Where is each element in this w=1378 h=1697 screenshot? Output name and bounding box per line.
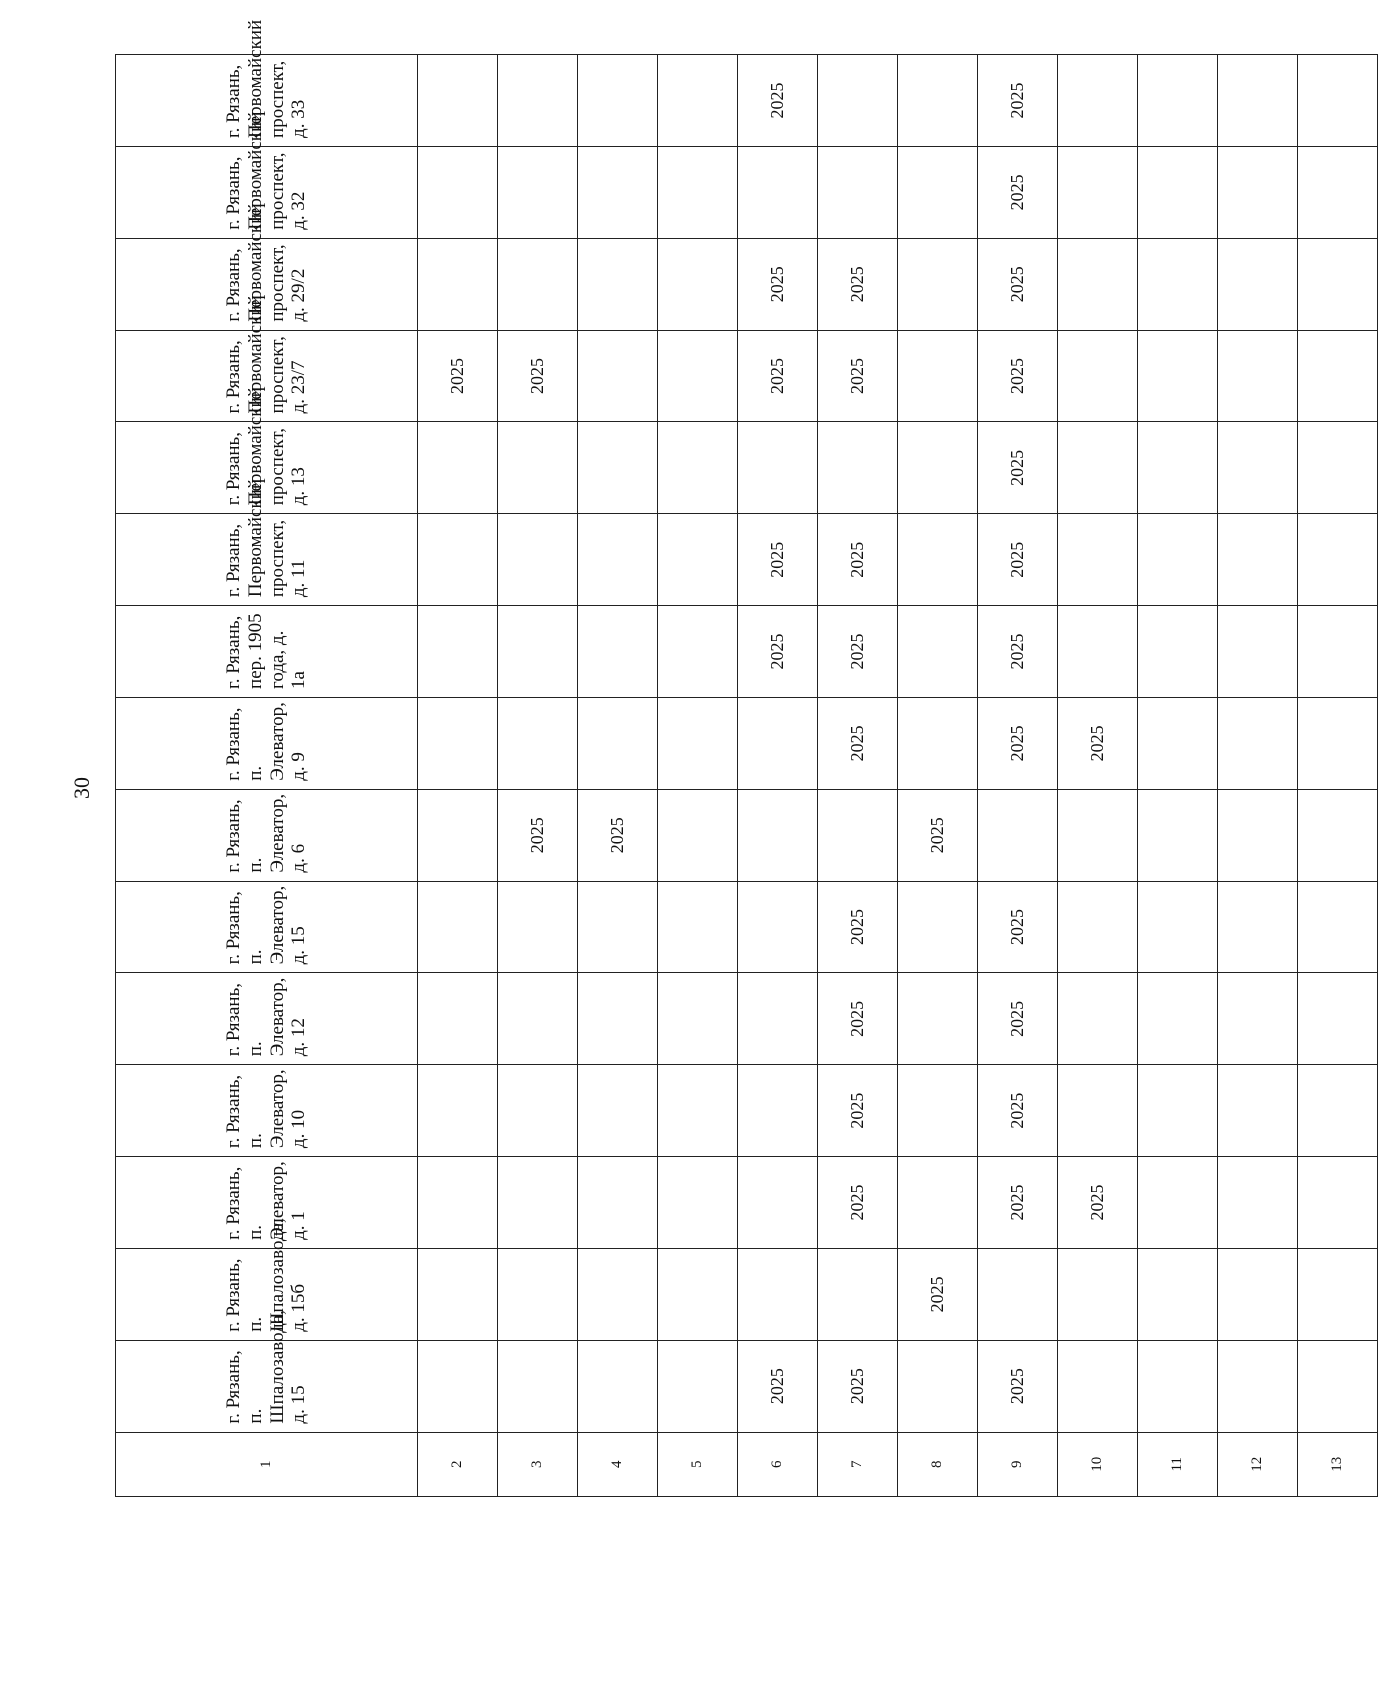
year-cell	[898, 1340, 978, 1432]
year-cell	[658, 1065, 738, 1157]
year-cell	[818, 789, 898, 881]
year-cell	[818, 422, 898, 514]
year-cell	[1138, 1065, 1218, 1157]
year-cell	[578, 422, 658, 514]
year-cell	[738, 146, 818, 238]
year-cell	[418, 1065, 498, 1157]
year-cell	[578, 1157, 658, 1249]
year-cell	[818, 146, 898, 238]
year-cell	[1058, 973, 1138, 1065]
year-cell	[1058, 881, 1138, 973]
year-cell	[1298, 697, 1378, 789]
year-cell	[1138, 238, 1218, 330]
year-cell	[898, 422, 978, 514]
column-header: 12	[1218, 1432, 1298, 1496]
year-cell	[738, 973, 818, 1065]
column-header: 5	[658, 1432, 738, 1496]
year-cell	[418, 1157, 498, 1249]
year-cell	[1218, 1248, 1298, 1340]
year-cell	[1298, 606, 1378, 698]
year-cell	[1138, 881, 1218, 973]
address-cell: г. Рязань, Первомайский проспект, д. 23/7	[116, 330, 418, 422]
year-cell	[1138, 422, 1218, 514]
column-header: 3	[498, 1432, 578, 1496]
year-cell	[1058, 1065, 1138, 1157]
year-cell	[1218, 330, 1298, 422]
year-cell	[658, 514, 738, 606]
year-cell	[658, 881, 738, 973]
address-cell: г. Рязань, п. Шпалозавода, д. 15	[116, 1340, 418, 1432]
table-row	[658, 55, 738, 1497]
address-cell: г. Рязань, пер. 1905 года, д. 1а	[116, 606, 418, 698]
year-cell	[498, 881, 578, 973]
year-cell: 2025	[978, 422, 1058, 514]
year-cell: 2025	[818, 1065, 898, 1157]
year-cell	[1058, 146, 1138, 238]
column-header: 4	[578, 1432, 658, 1496]
year-cell	[1298, 789, 1378, 881]
year-cell: 2025	[818, 238, 898, 330]
year-cell	[1138, 1157, 1218, 1249]
year-cell: 2025	[978, 146, 1058, 238]
year-cell	[658, 238, 738, 330]
schedule-table	[115, 19, 1378, 1497]
year-cell	[1218, 146, 1298, 238]
year-cell	[578, 697, 658, 789]
year-cell: 2025	[818, 697, 898, 789]
year-cell	[898, 238, 978, 330]
year-cell: 2025	[818, 973, 898, 1065]
year-cell	[498, 697, 578, 789]
year-cell	[498, 422, 578, 514]
year-cell	[498, 146, 578, 238]
year-cell	[1218, 55, 1298, 147]
year-cell: 2025	[738, 514, 818, 606]
year-cell	[578, 146, 658, 238]
year-cell	[898, 1157, 978, 1249]
year-cell	[978, 1248, 1058, 1340]
year-cell	[1218, 1340, 1298, 1432]
year-cell	[738, 881, 818, 973]
year-cell: 2025	[818, 330, 898, 422]
year-cell	[658, 789, 738, 881]
table-row	[1298, 55, 1378, 1497]
table-row	[116, 55, 418, 1497]
table-row	[898, 55, 978, 1497]
year-cell	[578, 514, 658, 606]
year-cell	[898, 881, 978, 973]
year-cell: 2025	[498, 330, 578, 422]
year-cell	[1138, 789, 1218, 881]
year-cell	[738, 1065, 818, 1157]
year-cell	[578, 881, 658, 973]
address-cell: г. Рязань, Первомайский проспект, д. 11	[116, 514, 418, 606]
year-cell	[498, 1248, 578, 1340]
year-cell	[1058, 789, 1138, 881]
year-cell	[1218, 1065, 1298, 1157]
year-cell	[418, 422, 498, 514]
year-cell	[498, 1157, 578, 1249]
year-cell	[1058, 514, 1138, 606]
address-cell: г. Рязань, Первомайский проспект, д. 33	[116, 55, 418, 147]
year-cell	[1138, 1340, 1218, 1432]
year-cell	[1138, 146, 1218, 238]
table-row	[1218, 55, 1298, 1497]
year-cell	[498, 973, 578, 1065]
table-row	[978, 55, 1058, 1497]
address-cell: г. Рязань, п. Элеватор, д. 1	[116, 1157, 418, 1249]
year-cell	[978, 789, 1058, 881]
year-cell	[1138, 514, 1218, 606]
column-header: 7	[818, 1432, 898, 1496]
year-cell	[578, 55, 658, 147]
year-cell: 2025	[978, 330, 1058, 422]
year-cell	[418, 973, 498, 1065]
year-cell	[1298, 881, 1378, 973]
year-cell	[578, 1340, 658, 1432]
table-row	[498, 55, 578, 1497]
year-cell: 2025	[818, 1340, 898, 1432]
year-cell	[1218, 238, 1298, 330]
year-cell	[658, 1157, 738, 1249]
year-cell	[898, 697, 978, 789]
year-cell	[1298, 146, 1378, 238]
year-cell: 2025	[898, 1248, 978, 1340]
year-cell: 2025	[978, 1065, 1058, 1157]
year-cell	[498, 1340, 578, 1432]
year-cell	[578, 1065, 658, 1157]
year-cell	[898, 1065, 978, 1157]
year-cell: 2025	[738, 606, 818, 698]
year-cell: 2025	[738, 238, 818, 330]
year-cell: 2025	[738, 1340, 818, 1432]
column-header: 10	[1058, 1432, 1138, 1496]
year-cell: 2025	[578, 789, 658, 881]
year-cell	[498, 55, 578, 147]
year-cell	[1138, 330, 1218, 422]
year-cell	[1058, 1340, 1138, 1432]
year-cell	[1298, 55, 1378, 147]
column-header: 13	[1298, 1432, 1378, 1496]
year-cell	[738, 1157, 818, 1249]
year-cell	[658, 330, 738, 422]
table-row	[418, 55, 498, 1497]
page-number: 30	[69, 777, 94, 799]
year-cell	[498, 238, 578, 330]
year-cell	[898, 330, 978, 422]
year-cell	[418, 697, 498, 789]
year-cell	[418, 1248, 498, 1340]
year-cell	[418, 881, 498, 973]
year-cell: 2025	[978, 1340, 1058, 1432]
year-cell	[658, 1248, 738, 1340]
year-cell	[1218, 789, 1298, 881]
year-cell: 2025	[978, 973, 1058, 1065]
year-cell: 2025	[818, 606, 898, 698]
year-cell	[418, 55, 498, 147]
year-cell: 2025	[978, 881, 1058, 973]
year-cell	[898, 973, 978, 1065]
year-cell	[578, 1248, 658, 1340]
year-cell	[1218, 422, 1298, 514]
year-cell	[1058, 55, 1138, 147]
year-cell	[1138, 606, 1218, 698]
column-header: 6	[738, 1432, 818, 1496]
year-cell	[738, 422, 818, 514]
year-cell	[1298, 973, 1378, 1065]
year-cell	[658, 973, 738, 1065]
year-cell	[1138, 697, 1218, 789]
year-cell	[1138, 55, 1218, 147]
year-cell	[418, 606, 498, 698]
year-cell	[1298, 1248, 1378, 1340]
year-cell: 2025	[818, 514, 898, 606]
year-cell: 2025	[978, 514, 1058, 606]
address-cell: г. Рязань, п. Шпалозавода, д. 15б	[116, 1248, 418, 1340]
table-row	[1138, 55, 1218, 1497]
column-header: 9	[978, 1432, 1058, 1496]
year-cell: 2025	[978, 55, 1058, 147]
year-cell: 2025	[978, 606, 1058, 698]
address-cell: г. Рязань, п. Элеватор, д. 12	[116, 973, 418, 1065]
year-cell: 2025	[818, 881, 898, 973]
year-cell	[1298, 1157, 1378, 1249]
year-cell	[1298, 330, 1378, 422]
year-cell	[1218, 973, 1298, 1065]
year-cell	[1138, 973, 1218, 1065]
year-cell	[1298, 422, 1378, 514]
year-cell	[1298, 514, 1378, 606]
year-cell	[498, 1065, 578, 1157]
year-cell	[738, 697, 818, 789]
table-row	[818, 55, 898, 1497]
year-cell	[658, 146, 738, 238]
address-cell: г. Рязань, Первомайский проспект, д. 32	[116, 146, 418, 238]
year-cell	[898, 146, 978, 238]
year-cell	[498, 606, 578, 698]
year-cell	[1058, 606, 1138, 698]
year-cell: 2025	[418, 330, 498, 422]
year-cell: 2025	[978, 1157, 1058, 1249]
year-cell	[1298, 1340, 1378, 1432]
year-cell	[578, 973, 658, 1065]
column-header: 11	[1138, 1432, 1218, 1496]
year-cell	[498, 514, 578, 606]
column-header: 1	[116, 1432, 418, 1496]
year-cell	[658, 422, 738, 514]
year-cell: 2025	[738, 330, 818, 422]
table-row	[578, 55, 658, 1497]
year-cell	[1218, 1157, 1298, 1249]
year-cell	[1058, 330, 1138, 422]
address-cell: г. Рязань, п. Элеватор, д. 6	[116, 789, 418, 881]
year-cell	[658, 1340, 738, 1432]
address-cell: г. Рязань, Первомайский проспект, д. 29/2	[116, 238, 418, 330]
year-cell	[658, 55, 738, 147]
year-cell	[418, 514, 498, 606]
year-cell: 2025	[978, 697, 1058, 789]
year-cell	[1138, 1248, 1218, 1340]
year-cell	[818, 55, 898, 147]
year-cell	[1058, 1248, 1138, 1340]
address-cell: г. Рязань, п. Элеватор, д. 9	[116, 697, 418, 789]
year-cell	[1218, 514, 1298, 606]
year-cell: 2025	[498, 789, 578, 881]
year-cell	[738, 1248, 818, 1340]
address-cell: г. Рязань, п. Элеватор, д. 15	[116, 881, 418, 973]
year-cell: 2025	[1058, 697, 1138, 789]
table-row	[738, 55, 818, 1497]
year-cell: 2025	[818, 1157, 898, 1249]
year-cell	[658, 697, 738, 789]
year-cell	[1058, 238, 1138, 330]
address-cell: г. Рязань, п. Элеватор, д. 10	[116, 1065, 418, 1157]
year-cell	[1218, 606, 1298, 698]
year-cell	[418, 789, 498, 881]
year-cell	[418, 146, 498, 238]
year-cell: 2025	[1058, 1157, 1138, 1249]
year-cell	[578, 606, 658, 698]
year-cell	[578, 330, 658, 422]
year-cell	[898, 514, 978, 606]
table-row	[1058, 55, 1138, 1497]
year-cell	[418, 1340, 498, 1432]
year-cell	[658, 606, 738, 698]
year-cell	[1058, 422, 1138, 514]
year-cell	[1218, 881, 1298, 973]
year-cell	[1298, 238, 1378, 330]
column-header: 2	[418, 1432, 498, 1496]
year-cell	[898, 606, 978, 698]
year-cell	[738, 789, 818, 881]
year-cell	[1298, 1065, 1378, 1157]
year-cell	[818, 1248, 898, 1340]
column-header: 8	[898, 1432, 978, 1496]
year-cell: 2025	[738, 55, 818, 147]
year-cell: 2025	[978, 238, 1058, 330]
year-cell: 2025	[898, 789, 978, 881]
address-cell: г. Рязань, Первомайский проспект, д. 13	[116, 422, 418, 514]
year-cell	[418, 238, 498, 330]
year-cell	[898, 55, 978, 147]
year-cell	[578, 238, 658, 330]
year-cell	[1218, 697, 1298, 789]
